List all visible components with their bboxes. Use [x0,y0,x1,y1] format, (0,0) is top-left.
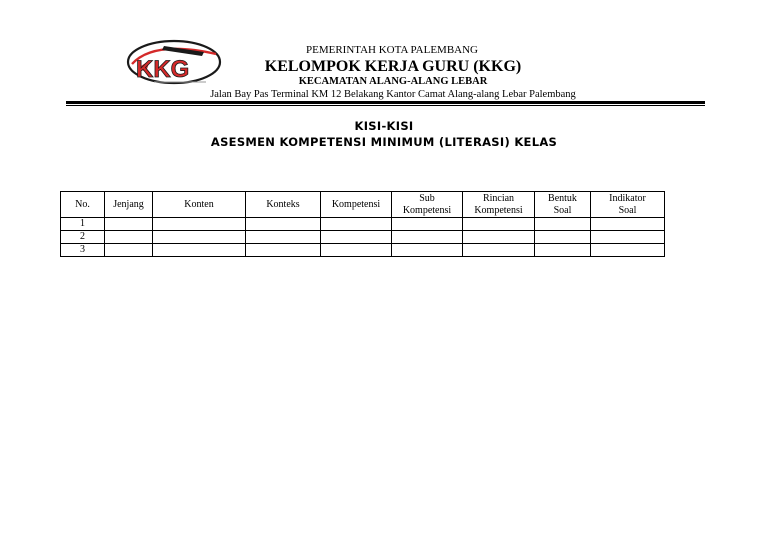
table-cell [392,231,463,244]
table-body [61,218,665,257]
column-header-text: Jenjang [113,198,144,210]
table-cell [105,244,153,257]
column-header-text: Konten [184,198,214,210]
table-cell [321,231,392,244]
kisi-kisi-table [60,191,665,257]
table-header-row [61,192,665,218]
column-header-text: No. [75,198,90,210]
government-name: PEMERINTAH KOTA PALEMBANG [305,44,478,56]
row-number-cell: 3 [61,244,105,257]
column-header [105,192,153,218]
column-header-text: Sub [419,192,435,204]
column-header-text: Soal [553,204,572,216]
column-header [591,192,665,218]
column-header-text: Kompetensi [331,198,381,210]
letterhead-divider-thick [66,101,705,104]
column-header [463,192,535,218]
row-number-cell: 2 [61,231,105,244]
column-header-text: Rincian [482,192,515,204]
table-cell [246,218,321,231]
organization-name: KELOMPOK KERJA GURU (KKG) [264,58,522,75]
document-subtitle: ASESMEN KOMPETENSI MINIMUM (LITERASI) KELAS [210,135,558,149]
table-cell [591,218,665,231]
column-header-text: Konteks [266,198,300,210]
table-cell [463,244,535,257]
column-header [392,192,463,218]
table-cell [153,231,246,244]
column-header [153,192,246,218]
letterhead-divider-thin [66,105,705,106]
table-row [61,218,665,231]
column-header [535,192,591,218]
table-cell [463,231,535,244]
table-cell [246,231,321,244]
column-header-text: Soal [618,204,637,216]
column-header-text: Indikator [609,192,646,204]
table-cell [321,244,392,257]
column-header-text: Bentuk [548,192,577,204]
svg-text:KKG: KKG [136,56,190,83]
table-cell [535,218,591,231]
column-header [246,192,321,218]
column-header-text: Kompetensi [474,204,523,216]
table-cell [535,231,591,244]
table-cell [591,244,665,257]
table-cell [246,244,321,257]
table-cell [153,218,246,231]
table-cell [535,244,591,257]
table-cell [392,244,463,257]
table-cell [153,244,246,257]
table-cell [105,218,153,231]
address-line: Jalan Bay Pas Terminal KM 12 Belakang Kantor Camat Alang-alang Lebar Palembang [210,89,576,100]
column-header [61,192,105,218]
table-cell [392,218,463,231]
column-header-text: Kompetensi [402,204,452,216]
document-title: KISI-KISI [354,119,414,133]
table-cell [321,218,392,231]
table-cell [591,231,665,244]
district-name: KECAMATAN ALANG-ALANG LEBAR [298,76,488,87]
table-cell [463,218,535,231]
table-row [61,244,665,257]
row-number-cell: 1 [61,218,105,231]
table-cell [105,231,153,244]
table-row [61,231,665,244]
column-header [321,192,392,218]
